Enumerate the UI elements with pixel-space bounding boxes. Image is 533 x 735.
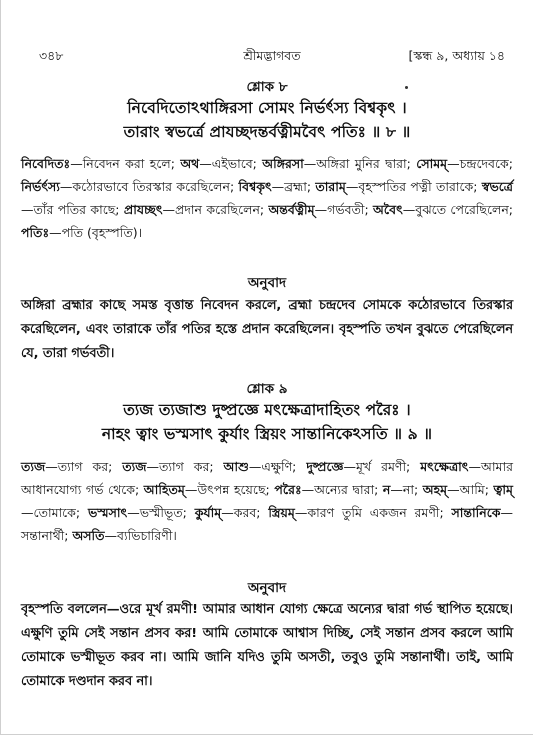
synonym-word: প্রাযচ্ছৎ <box>123 202 163 217</box>
synonym-meaning: —তোমাকে; <box>21 505 88 520</box>
verse-9-line-1: ত্যজ ত্যজাশু দুষ্প্রজ্ঞে মৎক্ষেত্রাদাহিতং পরৈঃ । <box>123 401 411 419</box>
synonym-word: দুষ্প্রজ্ঞে <box>306 459 344 474</box>
synonym-meaning: —অন্যের দ্বারা; <box>301 482 383 497</box>
synonym-meaning: —ব্রহ্মা; <box>271 179 316 194</box>
page-number: ৩৪৮ <box>39 48 64 63</box>
synonym-meaning: —ব্যভিচারিণী। <box>104 528 177 543</box>
synonym-meaning: —এক্ষুণি; <box>248 459 307 474</box>
synonym-meaning: —আমি; <box>447 482 494 497</box>
synonym-word: তারাম্ <box>315 179 346 194</box>
synonym-word: ত্যজ <box>21 459 46 474</box>
synonym-word: বিশ্বকৃৎ <box>238 179 272 194</box>
verse-8-translation-heading: অনুবাদ <box>247 275 287 291</box>
synonym-word: সান্তানিকে <box>451 505 501 520</box>
synonym-word: ভস্মসাৎ <box>87 505 128 520</box>
synonym-word: পতিঃ <box>21 225 50 240</box>
synonym-meaning: —নিবেদন করা হলে; <box>70 156 181 171</box>
synonym-word: অন্তর্বত্নীম্ <box>268 202 315 217</box>
synonym-meaning: —ভস্মীভূত; <box>127 505 195 520</box>
verse-9-synonyms <box>21 455 513 547</box>
synonym-meaning: —তাঁর পতির কাছে; <box>21 202 124 217</box>
synonym-word: সোমম্ <box>416 156 448 171</box>
chapter-reference: [স্কন্ধ ৯, অধ্যায় ১৪ <box>408 48 505 63</box>
verse-8-line-2: তারাং স্বভর্ত্রে প্রাযচ্ছদন্তর্বত্নীমবৈৎ পতিঃ ॥ ৮ ॥ <box>123 123 411 141</box>
synonym-meaning: —না; <box>390 482 423 497</box>
verse-8-heading: শ্লোক ৮ <box>246 79 288 95</box>
synonym-meaning: —কঠোরভাবে তিরস্কার করেছিলেন; <box>59 179 239 194</box>
synonym-word: আহিতম্ <box>143 482 185 497</box>
synonym-word: পরৈঃ <box>274 482 302 497</box>
synonym-word: ন <box>382 482 391 497</box>
synonym-meaning: —কারণ তুমি একজন রমণী; <box>294 505 452 520</box>
synonym-word: কুর্যাম্ <box>194 505 222 520</box>
synonym-word: অবৈৎ <box>373 202 403 217</box>
synonym-meaning: —গর্ভবতী; <box>314 202 374 217</box>
synonym-word: অহম্ <box>422 482 448 497</box>
synonym-meaning: —করব; <box>221 505 269 520</box>
synonym-word: অথ <box>180 156 200 171</box>
synonym-meaning: —উৎপন্ন হয়েছে; <box>184 482 275 497</box>
synonym-word: স্ত্রিয়ম্ <box>268 505 295 520</box>
synonym-meaning: —সন্তানার্থী; <box>21 505 513 543</box>
synonym-meaning: —অঙ্গিরা মুনির দ্বারা; <box>303 156 417 171</box>
synonym-word: মৎক্ষেত্রাৎ <box>420 459 469 474</box>
synonym-meaning: —এইভাবে; <box>199 156 263 171</box>
synonym-word: ত্বাম্ <box>493 482 513 497</box>
synonym-meaning: —মূর্খ রমণী; <box>343 459 421 474</box>
synonym-meaning: —বুঝতে পেরেছিলেন; <box>402 202 514 217</box>
verse-9-heading: শ্লোক ৯ <box>246 381 288 397</box>
synonym-meaning: —ত্যাগ কর; <box>45 459 123 474</box>
synonym-meaning: —চন্দ্রদেবকে; <box>447 156 513 171</box>
synonym-meaning: —বৃহস্পতির পত্নী তারাকে; <box>345 179 482 194</box>
verse-9-translation-heading: অনুবাদ <box>247 580 287 596</box>
verse-9-line-2: নাহং ত্বাং ভস্মসাৎ কুর্যাং স্ত্রিয়ং সান্তানিকেঽসতি ॥ ৯ ॥ <box>101 425 433 443</box>
verse-8-translation: অঙ্গিরা ব্রহ্মার কাছে সমস্ত বৃত্তান্ত নিবেদন করলে, ব্রহ্মা চন্দ্রদেব সোমকে কঠোরভাবে তিরস্কার করেছিলেন, এবং তারাকে তাঁর পতির হস্তে প্রদান করেছিলেন। বৃহস্পতি তখন বুঝতে পেরেছিলেন যে, তারা গর্ভবতী। <box>21 298 513 361</box>
running-header <box>39 46 505 66</box>
synonym-word: ত্যজ <box>122 459 147 474</box>
verse-9-translation: বৃহস্পতি বললেন—ওরে মূর্খ রমণী! আমার আধান যোগ্য ক্ষেত্রে অন্যের দ্বারা গর্ভ স্থাপিত হয়েছে। এক্ষুণি তুমি সেই সন্তান প্রসব কর! আমি তোমাকে আশ্বাস দিচ্ছি, সেই সন্তান প্রসব করলে আমি তোমাকে ভস্মীভূত করব না। আমি জানি যদিও তুমি অসতী, তবুও তুমি সন্তানার্থী। তাই, আমি তোমাকে দণ্ডদান করব না। <box>21 602 513 689</box>
synonym-word: স্বভর্ত্রে <box>481 179 513 194</box>
synonym-word: নিবেদিতঃ <box>21 156 71 171</box>
verse-8-synonyms <box>21 152 513 244</box>
synonym-word: নির্ভর্ৎস্য <box>21 179 60 194</box>
synonym-word: অঙ্গিরসা <box>262 156 304 171</box>
synonym-word: আশু <box>223 459 249 474</box>
synonym-meaning: —প্রদান করেছিলেন; <box>162 202 269 217</box>
synonym-meaning: —ত্যাগ কর; <box>146 459 224 474</box>
synonym-meaning: —পতি (বৃহস্পতি)। <box>49 225 143 240</box>
book-title: শ্রীমদ্ভাগবত <box>243 48 301 63</box>
synonym-word: অসতি <box>72 528 105 543</box>
verse-8-line-1: নিবেদিতোঽথাঙ্গিরসা সোমং নির্ভর্ৎস্য বিশ্বকৃৎ । <box>127 99 407 117</box>
synonym-meaning: —আমার আধানযোগ্য গর্ভ থেকে; <box>21 459 513 497</box>
